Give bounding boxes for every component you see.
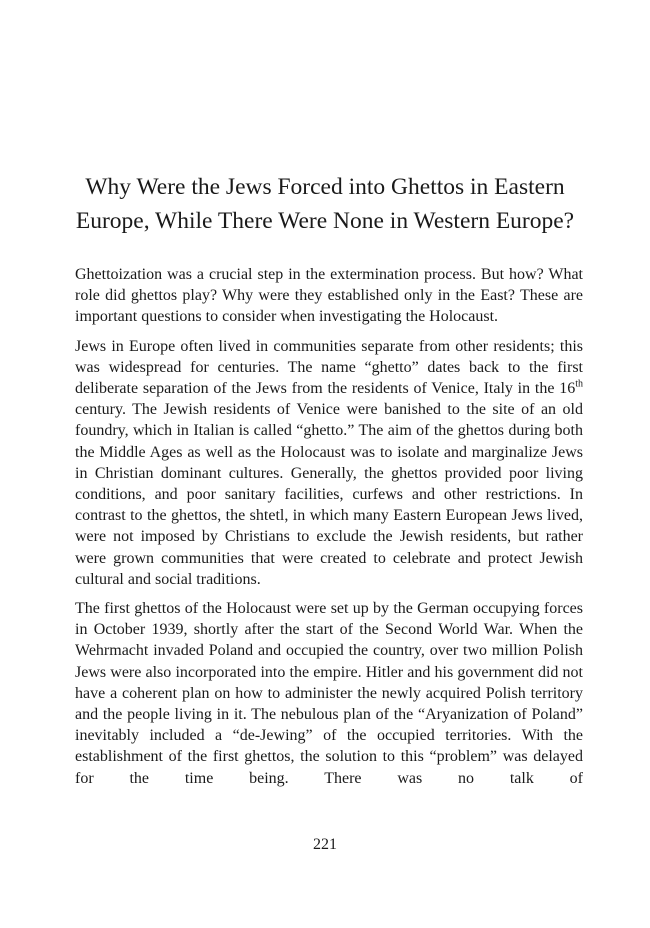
paragraph-2-part-2: century. The Jewish residents of Venice were banished to the site of an old foundry, which in Italian is called “ghetto.” The aim of the ghettos during both the Middle Ages as well as the Holocaust was to isolate and marginalize Jews in Christian dominant cultures. Generally, the ghettos provided poor living conditions, and poor sanitary facilities, curfews and other restrictions. In contrast to the ghettos, the shtetl, in which many Eastern European Jews lived, were not imposed by Christians to exclude the Jewish residents, but rather were grown communities that were created to celebrate and protect Jewish cultural and social traditions. [75,401,583,588]
paragraph-1: Ghettoization was a crucial step in the extermination process. But how? What role did ghettos play? Why were they established only in the East? These are important questions to consider when investigating the Holocaust. [75,266,583,326]
paragraph-2-part-1: Jews in Europe often lived in communities separate from other residents; this was widespread for centuries. The name “ghetto” dates back to the first deliberate separation of the Jews from the residents of Venice, Italy in the 16 [75,337,583,398]
chapter-title [60,170,590,238]
chapter-title-line-1: Why Were the Jews Forced into Ghettos in Eastern [85,174,565,200]
paragraph-3: The first ghettos of the Holocaust were set up by the German occupying forces in October 1939, shortly after the start of the Second World War. When the Wehrmacht invaded Poland and occupied the country, over two million Polish Jews were also incorporated into the empire. Hitler and his government did not have a coherent plan on how to administer the newly acquired Polish territory and the people living in it. The nebulous plan of the “Aryanization of Poland” inevitably included a “de-Jewing” of the occupied territories. With the establishment of the first ghettos, the solution to this “problem” was delayed for the time being. There was no talk of [75,600,583,787]
paragraph-2 [75,336,583,590]
page-number: 221 [313,836,337,853]
chapter-title-line-2: Europe, While There Were None in Western Europe? [75,208,575,234]
ordinal-superscript: th [575,378,583,390]
body-text [75,264,583,797]
